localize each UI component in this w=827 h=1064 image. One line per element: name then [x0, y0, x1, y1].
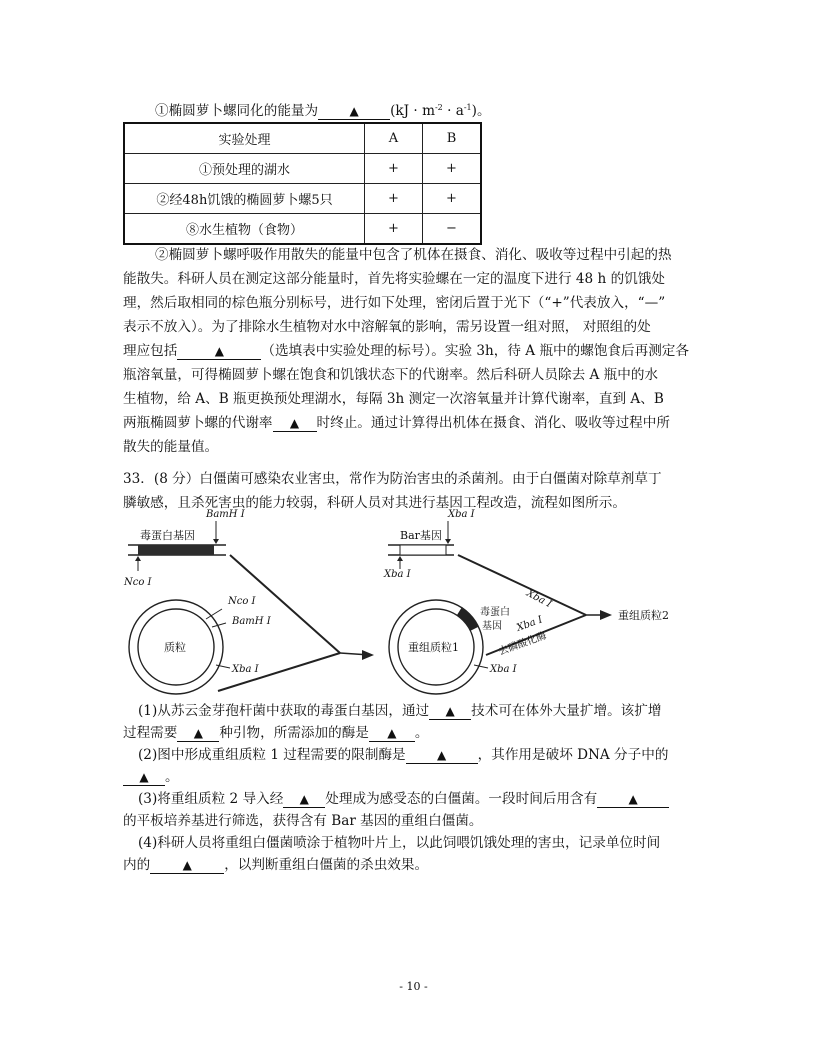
- answer-blank: ▲: [318, 104, 390, 120]
- subquestion-1-line: 过程需要 ▲ 种引物，所需添加的酶是 ▲ 。: [123, 725, 429, 741]
- page-number: - 10 -: [399, 980, 428, 993]
- bamh1-ring-label: BamH Ⅰ: [232, 616, 271, 627]
- dephosphorylase-label: 去磷酸化酶: [497, 630, 549, 658]
- genetic-engineering-diagram: [118, 505, 708, 695]
- answer-blank: ▲: [150, 858, 224, 874]
- plasmid-label: 质粒: [164, 641, 186, 654]
- recombinant-plasmid-2-label: 重组质粒2: [618, 609, 669, 622]
- nco1-ring-label: Nco Ⅰ: [228, 596, 256, 607]
- answer-blank: ▲: [273, 416, 317, 432]
- answer-blank: ▲: [123, 770, 165, 786]
- answer-blank: ▲: [406, 748, 478, 764]
- bamh1-label: BamH Ⅰ: [206, 509, 245, 520]
- paragraph-line: 两瓶椭圆萝卜螺的代谢率 ▲ 时终止。通过计算得出机体在摄食、消化、吸收等过程中所: [123, 415, 670, 431]
- answer-blank: ▲: [177, 726, 219, 742]
- table-cell: +: [365, 214, 423, 245]
- xba1-top-label: Xba Ⅰ: [448, 509, 475, 520]
- paragraph-line: 表示不放入）。为了排除水生植物对水中溶解氧的影响，需另设置一组对照， 对照组的处: [123, 319, 651, 335]
- toxin-ring-label-2: 基因: [482, 621, 502, 632]
- table-cell: +: [423, 184, 482, 214]
- table-row: [124, 154, 481, 184]
- table-cell: ⑧水生植物（食物）: [124, 214, 365, 245]
- answer-blank: ▲: [429, 704, 471, 720]
- xba1-arrow1-label: Xba Ⅰ: [524, 587, 554, 611]
- subquestion-3-line: (3)将重组质粒 2 导入经 ▲ 处理成为感受态的白僵菌。一段时间后用含有 ▲: [138, 790, 669, 808]
- paragraph-line: 生植物，给 A、B 瓶更换预处理湖水，每隔 3h 测定一次溶氧量并计算代谢率，直到 A、B: [123, 391, 664, 407]
- toxin-ring-label: 毒蛋白: [480, 607, 510, 618]
- toxin-gene-label: 毒蛋白基因: [140, 529, 195, 542]
- table-header-row: [124, 123, 481, 154]
- toxin-gene-fragment: [123, 509, 246, 588]
- xba1-arrow2-label: Xba Ⅰ: [515, 614, 545, 634]
- answer-blank: ▲: [369, 726, 415, 742]
- table-cell: +: [365, 184, 423, 214]
- q1-line: ①椭圆萝卜螺同化的能量为 ▲ $(kJ \cdot m^{-2} \cdot a^{-1})$。: [155, 103, 491, 119]
- table-row: [124, 184, 481, 214]
- table-header-cell: A: [365, 123, 423, 154]
- xba1-left-label: Xba Ⅰ: [384, 569, 411, 580]
- table-header-cell: B: [423, 123, 482, 154]
- subquestion-4-line: (4)科研人员将重组白僵菌喷涂于植物叶片上，以此饲喂饥饿处理的害虫，记录单位时间: [138, 835, 661, 851]
- paragraph-line: 理应包括 ▲ （选填表中实验处理的标号）。实验 3h，待 A 瓶中的螺饱食后再测定各: [123, 343, 689, 359]
- table-cell: +: [423, 154, 482, 184]
- xba1-ring2-label: Xba Ⅰ: [490, 664, 517, 675]
- table-cell: −: [423, 214, 482, 245]
- question-33-line: 33．(8 分）白僵菌可感染农业害虫，常作为防治害虫的杀菌剂。由于白僵菌对除草剂草丁: [123, 471, 662, 487]
- xba1-ring-label: Xba Ⅰ: [232, 664, 259, 675]
- subquestion-2-line: (2)图中形成重组质粒 1 过程需要的限制酶是 ▲ ，其作用是破坏 DNA 分子中的: [138, 747, 669, 763]
- plasmid: [129, 596, 272, 694]
- paragraph-line: 能散失。科研人员在测定这部分能量时，首先将实验螺在一定的温度下进行 48 h 的饥饿处: [123, 271, 665, 287]
- q1-prefix: ①椭圆萝卜螺同化的能量为: [155, 103, 319, 119]
- paragraph-line: 散失的能量值。: [123, 439, 219, 455]
- table-row: [124, 214, 481, 245]
- table-header-cell: 实验处理: [124, 123, 365, 154]
- subquestion-1-line: (1)从苏云金芽孢杆菌中获取的毒蛋白基因，通过 ▲ 技术可在体外大量扩增。该扩增: [138, 703, 662, 719]
- subquestion-2-line: ▲ 。: [123, 768, 179, 786]
- paragraph-line: 理，然后取相同的棕色瓶分别标号，进行如下处理，密闭后置于光下（“+”代表放入，“—”: [123, 295, 666, 311]
- subquestion-4-line: 内的 ▲ ，以判断重组白僵菌的杀虫效果。: [123, 857, 429, 873]
- answer-blank: ▲: [597, 792, 669, 808]
- paragraph-line: ②椭圆萝卜螺呼吸作用散失的能量中包含了机体在摄食、消化、吸收等过程中引起的热: [155, 247, 672, 263]
- nco1-label: Nco Ⅰ: [124, 577, 152, 588]
- question-33-line: 膦敏感，且杀死害虫的能力较弱，科研人员对其进行基因工程改造，流程如图所示。: [123, 495, 626, 511]
- paragraph-line: 瓶溶氧量，可得椭圆萝卜螺在饱食和饥饿状态下的代谢率。然后科研人员除去 A 瓶中的水: [123, 367, 659, 383]
- answer-blank: ▲: [177, 344, 261, 360]
- table-cell: +: [365, 154, 423, 184]
- experiment-table: [123, 122, 482, 245]
- answer-blank: ▲: [283, 792, 325, 808]
- recombinant-plasmid-1-label: 重组质粒1: [408, 641, 459, 654]
- bar-gene-label: Bar基因: [400, 529, 442, 542]
- table-cell: ②经48h饥饿的椭圆萝卜螺5只: [124, 184, 365, 214]
- table-cell: ①预处理的湖水: [124, 154, 365, 184]
- subquestion-3-line: 的平板培养基进行筛选，获得含有 Bar 基因的重组白僵菌。: [123, 813, 483, 829]
- bar-gene-fragment: [383, 509, 476, 580]
